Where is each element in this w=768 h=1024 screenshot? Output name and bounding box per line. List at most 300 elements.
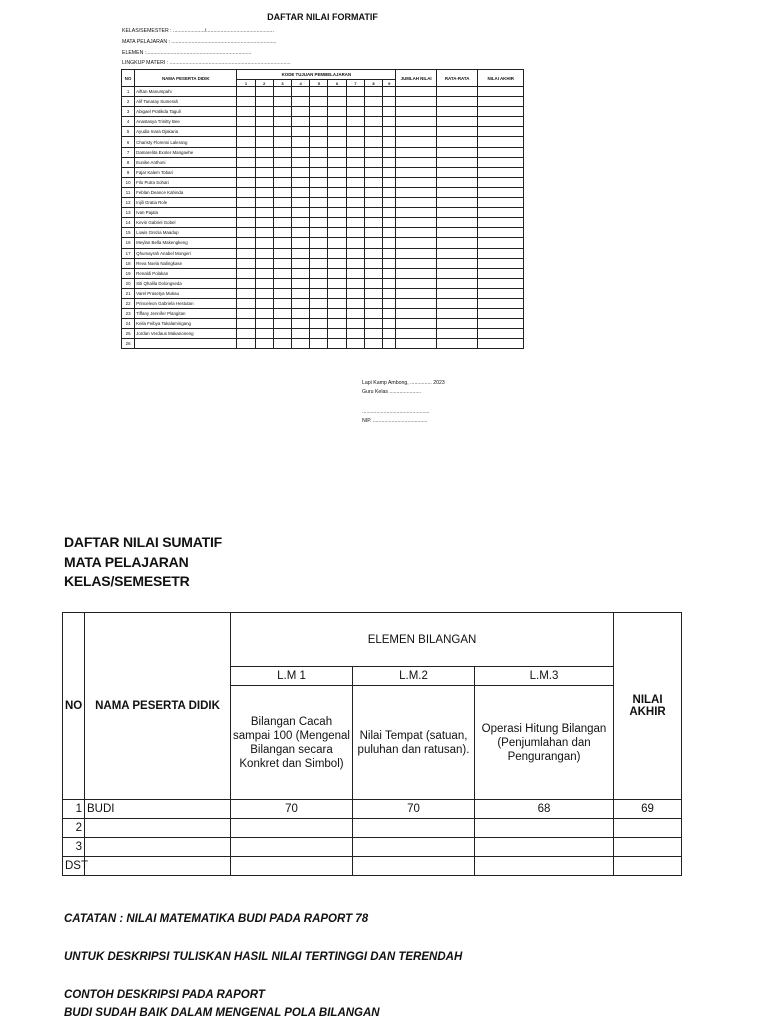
score-cell (396, 339, 436, 349)
score-cell (310, 127, 328, 137)
score-cell (292, 278, 310, 288)
student-name: Damarelita Exoter Mangaehe (135, 147, 237, 157)
student-row (122, 288, 524, 298)
student-name: Abigael Pratikda Taguli (135, 107, 237, 117)
score-cell (478, 288, 524, 298)
score-cell (346, 117, 364, 127)
score-cell (436, 288, 478, 298)
score-cell (383, 147, 396, 157)
student-row (122, 147, 524, 157)
student-name: Eunike Anthoni (135, 157, 237, 167)
student-no: 1 (122, 87, 135, 97)
sum-row-lm2 (353, 857, 475, 876)
score-cell (328, 127, 346, 137)
student-no: 26 (122, 339, 135, 349)
score-cell (396, 298, 436, 308)
score-cell (273, 298, 291, 308)
score-cell (255, 107, 273, 117)
student-row (122, 329, 524, 339)
score-cell (346, 248, 364, 258)
score-cell (310, 117, 328, 127)
score-cell (396, 319, 436, 329)
score-cell (328, 228, 346, 238)
code-header-5: 5 (310, 80, 328, 87)
student-row (122, 97, 524, 107)
score-cell (237, 137, 255, 147)
student-no: 12 (122, 198, 135, 208)
score-cell (436, 167, 478, 177)
sum-row-lm3 (475, 838, 614, 857)
score-cell (478, 177, 524, 187)
code-header-3: 3 (273, 80, 291, 87)
score-cell (383, 309, 396, 319)
score-cell (273, 147, 291, 157)
student-row (122, 278, 524, 288)
score-cell (346, 309, 364, 319)
score-cell (292, 157, 310, 167)
score-cell (364, 238, 382, 248)
score-cell (383, 187, 396, 197)
note-contoh: CONTOH DESKRIPSI PADA RAPORT (64, 989, 265, 1001)
score-cell (346, 198, 364, 208)
score-cell (328, 278, 346, 288)
score-cell (383, 238, 396, 248)
score-cell (255, 208, 273, 218)
student-name: Ivan Pajala (135, 208, 237, 218)
score-cell (237, 319, 255, 329)
score-cell (396, 187, 436, 197)
formatif-table (121, 69, 524, 349)
score-cell (436, 319, 478, 329)
score-cell (255, 218, 273, 228)
student-row (122, 127, 524, 137)
student-name: Meylan Bella Makengkeng (135, 238, 237, 248)
score-cell (436, 177, 478, 187)
score-cell (310, 278, 328, 288)
score-cell (436, 208, 478, 218)
score-cell (292, 218, 310, 228)
student-row (122, 167, 524, 177)
score-cell (255, 117, 273, 127)
score-cell (396, 107, 436, 117)
code-header-6: 6 (328, 80, 346, 87)
score-cell (364, 228, 382, 238)
student-name: Aiftan Manumpahi (135, 87, 237, 97)
score-cell (273, 288, 291, 298)
score-cell (396, 147, 436, 157)
score-cell (292, 87, 310, 97)
score-cell (364, 339, 382, 349)
score-cell (328, 248, 346, 258)
student-no: 21 (122, 288, 135, 298)
student-row (122, 319, 524, 329)
student-row (122, 238, 524, 248)
score-cell (310, 248, 328, 258)
score-cell (436, 117, 478, 127)
score-cell (396, 97, 436, 107)
student-no: 15 (122, 228, 135, 238)
score-cell (478, 248, 524, 258)
student-no: 7 (122, 147, 135, 157)
code-header-9: 9 (383, 80, 396, 87)
score-cell (364, 319, 382, 329)
student-name: Filo Putra Sohari (135, 177, 237, 187)
score-cell (273, 238, 291, 248)
score-cell (273, 319, 291, 329)
score-cell (396, 238, 436, 248)
score-cell (436, 127, 478, 137)
sumatif-row (63, 800, 682, 819)
signature-role: Guru Kelas ...................... (362, 389, 422, 395)
sum-row-name (85, 819, 231, 838)
signature-nip: NIP. ...................................... (362, 418, 428, 424)
student-name: Alif Tanaray Sumerah (135, 97, 237, 107)
score-cell (328, 117, 346, 127)
score-cell (396, 198, 436, 208)
sum-row-lm2 (353, 819, 475, 838)
score-cell (255, 137, 273, 147)
score-cell (346, 288, 364, 298)
score-cell (364, 87, 382, 97)
score-cell (273, 208, 291, 218)
score-cell (346, 329, 364, 339)
score-cell (292, 97, 310, 107)
score-cell (346, 187, 364, 197)
score-cell (396, 329, 436, 339)
signature-place: Lapi Kamp Ambong, ............... 2023 (362, 380, 445, 386)
score-cell (255, 298, 273, 308)
score-cell (436, 238, 478, 248)
score-cell (346, 107, 364, 117)
sum-row-no: DST (63, 857, 85, 876)
signature-name: ............................................... (362, 409, 430, 415)
score-cell (396, 137, 436, 147)
score-cell (346, 218, 364, 228)
score-cell (237, 107, 255, 117)
student-name: Qhumayrah Anabel Mongeri (135, 248, 237, 258)
score-cell (310, 208, 328, 218)
student-row (122, 339, 524, 349)
score-cell (292, 268, 310, 278)
student-name: Fajar Kalem Tobari (135, 167, 237, 177)
score-cell (328, 157, 346, 167)
score-cell (237, 117, 255, 127)
score-cell (237, 147, 255, 157)
student-row (122, 117, 524, 127)
student-no: 17 (122, 248, 135, 258)
student-row (122, 309, 524, 319)
score-cell (478, 187, 524, 197)
student-no: 20 (122, 278, 135, 288)
score-cell (478, 309, 524, 319)
student-name: Feblan Deance Kahinda (135, 187, 237, 197)
score-cell (328, 97, 346, 107)
score-cell (310, 137, 328, 147)
score-cell (273, 248, 291, 258)
score-cell (346, 87, 364, 97)
score-cell (364, 218, 382, 228)
score-cell (237, 157, 255, 167)
score-cell (237, 288, 255, 298)
score-cell (396, 167, 436, 177)
score-cell (383, 177, 396, 187)
score-cell (237, 298, 255, 308)
score-cell (364, 329, 382, 339)
score-cell (292, 187, 310, 197)
score-cell (436, 309, 478, 319)
score-cell (383, 329, 396, 339)
score-cell (310, 147, 328, 157)
score-cell (436, 187, 478, 197)
score-cell (396, 258, 436, 268)
score-cell (328, 238, 346, 248)
score-cell (255, 147, 273, 157)
score-cell (328, 147, 346, 157)
student-row (122, 208, 524, 218)
student-no: 11 (122, 187, 135, 197)
score-cell (383, 127, 396, 137)
score-cell (310, 157, 328, 167)
score-cell (383, 208, 396, 218)
sum-row-akhir: 69 (614, 800, 682, 819)
score-cell (292, 107, 310, 117)
score-cell (436, 147, 478, 157)
sumatif-table (62, 612, 682, 876)
col-jumlah-header: JUMLAH NILAI (396, 70, 436, 87)
score-cell (255, 167, 273, 177)
sum-row-akhir (614, 838, 682, 857)
sum-row-no: 2 (63, 819, 85, 838)
score-cell (396, 117, 436, 127)
score-cell (310, 107, 328, 117)
score-cell (346, 147, 364, 157)
score-cell (328, 137, 346, 147)
sum-nilai-akhir-header: NILAI AKHIR (614, 613, 682, 800)
student-row (122, 248, 524, 258)
score-cell (436, 339, 478, 349)
student-name: Reva Noela Nalingkase (135, 258, 237, 268)
score-cell (396, 268, 436, 278)
score-cell (310, 288, 328, 298)
score-cell (328, 198, 346, 208)
code-header-1: 1 (237, 80, 255, 87)
score-cell (364, 268, 382, 278)
score-cell (346, 238, 364, 248)
student-name: Varel Prasetya Mukau (135, 288, 237, 298)
score-cell (396, 309, 436, 319)
score-cell (478, 127, 524, 137)
score-cell (436, 97, 478, 107)
score-cell (292, 258, 310, 268)
score-cell (255, 268, 273, 278)
student-no: 4 (122, 117, 135, 127)
student-no: 9 (122, 167, 135, 177)
score-cell (346, 278, 364, 288)
score-cell (383, 137, 396, 147)
score-cell (346, 167, 364, 177)
student-no: 16 (122, 238, 135, 248)
code-header-8: 8 (364, 80, 382, 87)
score-cell (346, 228, 364, 238)
score-cell (255, 329, 273, 339)
score-cell (328, 107, 346, 117)
score-cell (436, 228, 478, 238)
score-cell (292, 248, 310, 258)
score-cell (478, 339, 524, 349)
student-name: Ayudia Inara Djakaria (135, 127, 237, 137)
score-cell (478, 107, 524, 117)
sum-row-lm1: 70 (231, 800, 353, 819)
sum-row-lm1 (231, 857, 353, 876)
score-cell (292, 329, 310, 339)
sum-row-akhir (614, 819, 682, 838)
student-no: 25 (122, 329, 135, 339)
student-row (122, 228, 524, 238)
score-cell (478, 228, 524, 238)
score-cell (255, 258, 273, 268)
student-name: Kevin Gabriel Gobel (135, 218, 237, 228)
sum-row-lm3: 68 (475, 800, 614, 819)
score-cell (255, 157, 273, 167)
sum-row-akhir (614, 857, 682, 876)
score-cell (436, 157, 478, 167)
score-cell (255, 319, 273, 329)
score-cell (364, 187, 382, 197)
score-cell (478, 137, 524, 147)
score-cell (273, 137, 291, 147)
score-cell (237, 198, 255, 208)
sum-row-lm1 (231, 819, 353, 838)
score-cell (310, 97, 328, 107)
col-name-header: NAMA PESERTA DIDIK (135, 70, 237, 87)
score-cell (273, 97, 291, 107)
score-cell (292, 167, 310, 177)
score-cell (478, 208, 524, 218)
score-cell (383, 288, 396, 298)
student-no: 14 (122, 218, 135, 228)
score-cell (364, 157, 382, 167)
score-cell (328, 177, 346, 187)
score-cell (255, 339, 273, 349)
score-cell (273, 218, 291, 228)
score-cell (328, 218, 346, 228)
score-cell (273, 198, 291, 208)
lm2-header: L.M.2 (353, 667, 475, 686)
score-cell (478, 97, 524, 107)
score-cell (310, 298, 328, 308)
student-name: Tiffany Jennifer Plangitan (135, 309, 237, 319)
score-cell (310, 309, 328, 319)
meta-lingkup-materi: LINGKUP MATERI : .................................................................................... (122, 60, 291, 66)
score-cell (273, 117, 291, 127)
student-row (122, 87, 524, 97)
score-cell (396, 87, 436, 97)
score-cell (396, 278, 436, 288)
score-cell (273, 87, 291, 97)
score-cell (328, 187, 346, 197)
score-cell (383, 97, 396, 107)
score-cell (396, 127, 436, 137)
score-cell (292, 147, 310, 157)
score-cell (292, 238, 310, 248)
score-cell (383, 218, 396, 228)
score-cell (292, 228, 310, 238)
score-cell (436, 298, 478, 308)
score-cell (310, 238, 328, 248)
meta-mata-pelajaran: MATA PELAJARAN : ......................................................................... (122, 39, 277, 45)
student-row (122, 218, 524, 228)
score-cell (237, 127, 255, 137)
score-cell (328, 87, 346, 97)
score-cell (346, 208, 364, 218)
sum-row-lm2 (353, 838, 475, 857)
sum-no-header: NO (63, 613, 85, 800)
score-cell (383, 157, 396, 167)
score-cell (396, 248, 436, 258)
score-cell (436, 87, 478, 97)
score-cell (328, 167, 346, 177)
score-cell (328, 339, 346, 349)
lm2-description: Nilai Tempat (satuan, puluhan dan ratusan). (353, 686, 475, 800)
score-cell (383, 258, 396, 268)
score-cell (383, 339, 396, 349)
score-cell (273, 177, 291, 187)
score-cell (328, 298, 346, 308)
student-row (122, 198, 524, 208)
score-cell (436, 198, 478, 208)
score-cell (237, 208, 255, 218)
sum-row-no: 3 (63, 838, 85, 857)
student-name: Renaldi Polakan (135, 268, 237, 278)
score-cell (273, 268, 291, 278)
score-cell (237, 97, 255, 107)
score-cell (292, 319, 310, 329)
score-cell (383, 167, 396, 177)
score-cell (436, 218, 478, 228)
score-cell (292, 127, 310, 137)
score-cell (328, 288, 346, 298)
score-cell (292, 288, 310, 298)
student-no: 8 (122, 157, 135, 167)
score-cell (273, 329, 291, 339)
score-cell (328, 258, 346, 268)
score-cell (436, 329, 478, 339)
score-cell (273, 339, 291, 349)
score-cell (478, 329, 524, 339)
score-cell (273, 187, 291, 197)
score-cell (383, 198, 396, 208)
score-cell (364, 137, 382, 147)
code-header-4: 4 (292, 80, 310, 87)
score-cell (436, 268, 478, 278)
student-name: Injili Gratia Role (135, 198, 237, 208)
student-no: 24 (122, 319, 135, 329)
score-cell (292, 309, 310, 319)
col-no-header: NO (122, 70, 135, 87)
score-cell (328, 329, 346, 339)
score-cell (328, 268, 346, 278)
score-cell (237, 218, 255, 228)
score-cell (396, 177, 436, 187)
score-cell (310, 329, 328, 339)
score-cell (237, 309, 255, 319)
score-cell (383, 278, 396, 288)
student-row (122, 258, 524, 268)
score-cell (255, 97, 273, 107)
score-cell (292, 298, 310, 308)
score-cell (364, 127, 382, 137)
score-cell (478, 238, 524, 248)
